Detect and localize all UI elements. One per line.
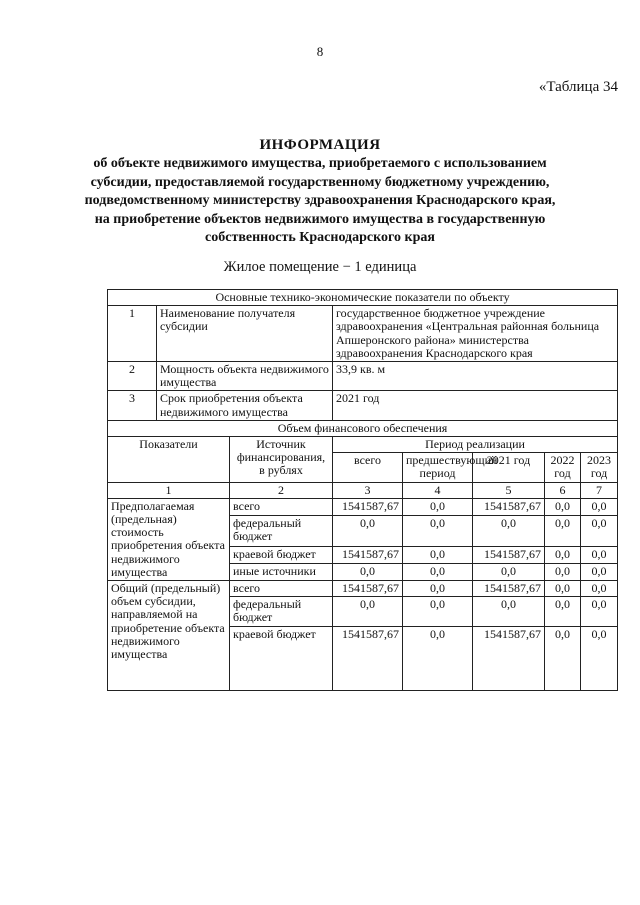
page-number: 8 xyxy=(316,44,324,59)
finance-row xyxy=(108,498,618,515)
value-previous: 0,0 xyxy=(403,563,473,580)
finance-row xyxy=(108,581,618,597)
object-info-table xyxy=(107,289,618,691)
col-header-indicators: Показатели xyxy=(108,437,230,483)
indicator-value: 2021 год xyxy=(333,391,618,420)
finance-source: федеральный бюджет xyxy=(230,515,333,546)
col-header-period: Период реализации xyxy=(333,437,618,453)
section-title-finance: Объем финансового обеспечения xyxy=(108,420,618,436)
col-header-2023: 2023 год xyxy=(581,453,618,482)
group-label-cost: Предполагаемая (предельная) стоимость приобретения объекта недвижимого имущества xyxy=(108,498,230,580)
section-header-row xyxy=(108,290,618,306)
value-2021: 0,0 xyxy=(473,563,545,580)
value-2023: 0,0 xyxy=(581,581,618,597)
col-header-total: всего xyxy=(333,453,403,482)
value-total: 1541587,67 xyxy=(333,626,403,690)
indicator-name: Наименование получателя субсидии xyxy=(157,306,333,362)
indicator-number: 1 xyxy=(108,306,157,362)
finance-source: краевой бюджет xyxy=(230,546,333,563)
object-subtitle: Жилое помещение − 1 единица xyxy=(223,259,417,275)
column-header-row xyxy=(108,437,618,453)
heading-title: ИНФОРМАЦИЯ xyxy=(259,137,381,153)
value-2022: 0,0 xyxy=(545,563,581,580)
value-2023: 0,0 xyxy=(581,626,618,690)
finance-source: краевой бюджет xyxy=(230,626,333,690)
value-previous: 0,0 xyxy=(403,626,473,690)
finance-source: всего xyxy=(230,498,333,515)
section-header-row xyxy=(108,420,618,436)
col-header-source: Источник финансирования, в рублях xyxy=(230,437,333,483)
value-previous: 0,0 xyxy=(403,498,473,515)
value-total: 1541587,67 xyxy=(333,546,403,563)
value-total: 1541587,67 xyxy=(333,581,403,597)
document-heading xyxy=(0,136,640,248)
table-reference: «Таблица 34 xyxy=(538,79,618,95)
group-label-subsidy: Общий (предельный) объем субсидии, направляемой на приобретение объекта недвижимого имущества xyxy=(108,581,230,691)
value-2023: 0,0 xyxy=(581,563,618,580)
heading-line: об объекте недвижимого имущества, приобретаемого с использованием xyxy=(93,156,547,171)
col-number: 5 xyxy=(473,482,545,498)
indicator-name: Мощность объекта недвижимого имущества xyxy=(157,362,333,391)
heading-line: на приобретение объектов недвижимого имущества в государственную xyxy=(94,211,546,227)
value-2021: 1541587,67 xyxy=(473,626,545,690)
indicator-value: государственное бюджетное учреждение здравоохранения «Центральная районная больница Апшеронского района» министерства здравоохранения Краснодарского края xyxy=(333,306,618,362)
value-total: 1541587,67 xyxy=(333,498,403,515)
col-number: 2 xyxy=(230,482,333,498)
value-previous: 0,0 xyxy=(403,581,473,597)
heading-line: подведомственному министерству здравоохранения Краснодарского края, xyxy=(84,193,556,208)
col-number: 6 xyxy=(545,482,581,498)
section-title-indicators: Основные технико-экономические показатели по объекту xyxy=(108,290,618,306)
indicator-number: 2 xyxy=(108,362,157,391)
value-2021: 1541587,67 xyxy=(473,546,545,563)
value-previous: 0,0 xyxy=(403,597,473,626)
value-total: 0,0 xyxy=(333,563,403,580)
value-2022: 0,0 xyxy=(545,626,581,690)
value-2021: 0,0 xyxy=(473,515,545,546)
value-2023: 0,0 xyxy=(581,597,618,626)
indicator-row xyxy=(108,362,618,391)
col-header-previous: предшествующий период xyxy=(403,453,473,482)
col-number: 3 xyxy=(333,482,403,498)
col-header-2022: 2022 год xyxy=(545,453,581,482)
value-2022: 0,0 xyxy=(545,498,581,515)
heading-line: субсидии, предоставляемой государственному бюджетному учреждению, xyxy=(90,174,550,190)
value-2022: 0,0 xyxy=(545,581,581,597)
value-2022: 0,0 xyxy=(545,546,581,563)
column-number-row xyxy=(108,482,618,498)
value-2022: 0,0 xyxy=(545,597,581,626)
value-previous: 0,0 xyxy=(403,546,473,563)
indicator-number: 3 xyxy=(108,391,157,420)
col-header-2021: 2021 год xyxy=(473,453,545,482)
value-previous: 0,0 xyxy=(403,515,473,546)
col-number: 4 xyxy=(403,482,473,498)
indicator-row xyxy=(108,391,618,420)
indicator-name: Срок приобретения объекта недвижимого имущества xyxy=(157,391,333,420)
indicator-value: 33,9 кв. м xyxy=(333,362,618,391)
finance-source: всего xyxy=(230,581,333,597)
value-2021: 1541587,67 xyxy=(473,498,545,515)
value-total: 0,0 xyxy=(333,597,403,626)
value-2021: 1541587,67 xyxy=(473,581,545,597)
indicator-row xyxy=(108,306,618,362)
value-total: 0,0 xyxy=(333,515,403,546)
finance-source: федеральный бюджет xyxy=(230,597,333,626)
value-2022: 0,0 xyxy=(545,515,581,546)
value-2021: 0,0 xyxy=(473,597,545,626)
col-number: 1 xyxy=(108,482,230,498)
value-2023: 0,0 xyxy=(581,498,618,515)
value-2023: 0,0 xyxy=(581,546,618,563)
heading-line: собственность Краснодарского края xyxy=(205,230,435,245)
col-number: 7 xyxy=(581,482,618,498)
value-2023: 0,0 xyxy=(581,515,618,546)
finance-source: иные источники xyxy=(230,563,333,580)
